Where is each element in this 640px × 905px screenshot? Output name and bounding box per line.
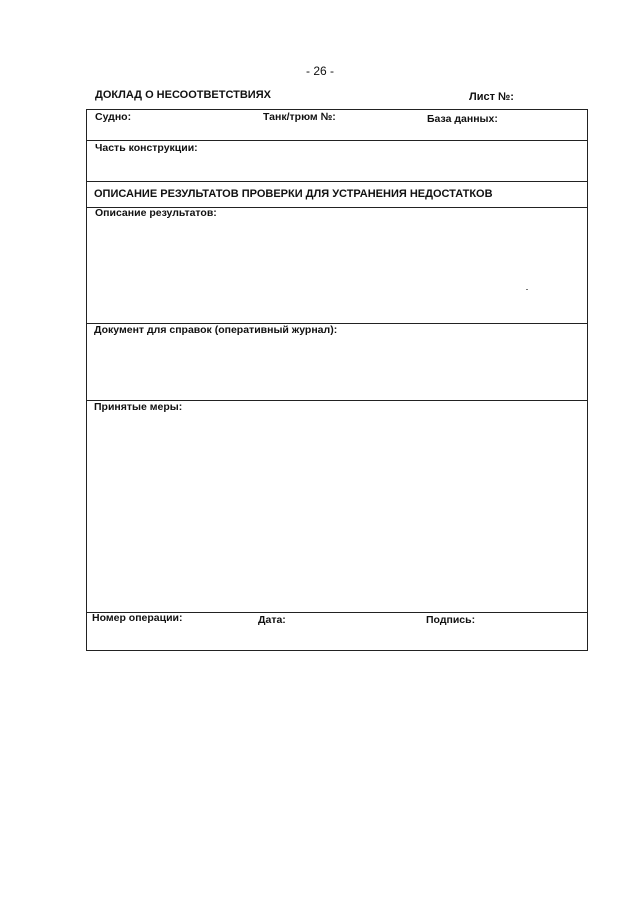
scan-speck <box>526 289 528 290</box>
vessel-tank-database-row <box>87 110 587 141</box>
operation-date-signature-row <box>87 613 587 650</box>
nonconformity-report-form <box>86 109 588 651</box>
actions-taken-row <box>87 401 587 613</box>
vessel-label: Судно: <box>95 111 132 123</box>
tank-hold-label: Танк/трюм №: <box>263 111 336 123</box>
results-description-row <box>87 208 587 324</box>
reference-document-label: Документ для справок (оперативный журнал): <box>94 324 338 336</box>
results-description-label: Описание результатов: <box>95 207 217 219</box>
sheet-number-label: Лист №: <box>469 91 514 103</box>
operation-number-label: Номер операции: <box>92 612 183 624</box>
section-heading: ОПИСАНИЕ РЕЗУЛЬТАТОВ ПРОВЕРКИ ДЛЯ УСТРАНЕНИЯ НЕДОСТАТКОВ <box>94 188 493 200</box>
section-heading-row <box>87 182 587 208</box>
structure-part-label: Часть конструкции: <box>95 142 198 154</box>
page-number: - 26 - <box>305 64 334 78</box>
date-label: Дата: <box>258 614 286 626</box>
signature-label: Подпись: <box>426 614 476 626</box>
structure-part-row <box>87 141 587 182</box>
reference-document-row <box>87 324 587 401</box>
database-label: База данных: <box>427 113 498 125</box>
actions-taken-label: Принятые меры: <box>94 401 183 413</box>
document-title: ДОКЛАД О НЕСООТВЕТСТВИЯХ <box>95 89 271 101</box>
